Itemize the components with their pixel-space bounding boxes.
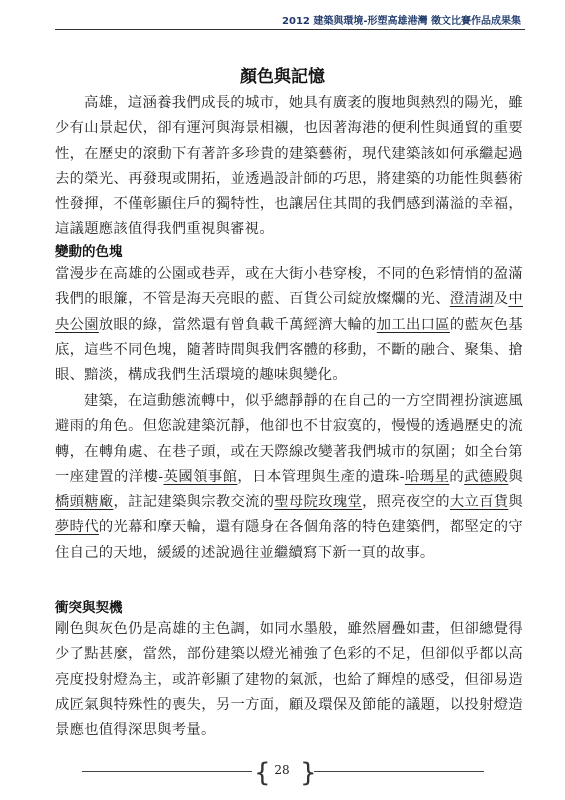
place-name: 武德殿 (464, 468, 509, 485)
text-run: ，註記建築與宗教交流的 (113, 494, 275, 511)
footer-rule-left (82, 771, 252, 772)
place-name: 澄清湖 (449, 291, 494, 308)
text-run: 當漫步在高雄的公園或巷弄，或在大街小巷穿梭，不同的色彩情悄的盈滿我們的眼簾，不管是海天亮眼的藍、百貨公司綻放燦爛的光、 (55, 266, 523, 308)
place-name: 大立百貨 (449, 494, 509, 511)
paragraph-color-blocks (55, 262, 523, 388)
place-name: 加工出口區 (376, 316, 450, 333)
header-rule (55, 29, 525, 30)
text-run: 的光幕和摩天輪，還有隱身在各個角落的特色建築們，都堅定的守住自己的天地，緩緩的述說過往並繼續寫下新一頁的故事。 (55, 519, 524, 561)
place-name: 橋頭糖廠 (55, 494, 114, 511)
text-run: ，日本管理與生產的遺珠- (237, 468, 405, 485)
place-name: 英國領事館 (163, 468, 238, 485)
text-run: 與 (508, 494, 523, 511)
text-run: 的藍灰色基底，這些不同色塊，隨著時間與我們客體的移動，不斷的融合、聚集、搶眼、黯淡，構成我們生活環境的趣味與變化。 (55, 316, 524, 384)
text-run: 建築，在這動態流轉中，似乎總靜靜的在自己的一方空間裡扮演遮風避雨的角色。但您說建築沉靜，他卻也不甘寂寞的，慢慢的透過歷史的流轉，在轉角處、在巷子頭，或在天際線改變著我們城市的氛圍；如全台第一座建置的洋樓- (55, 393, 523, 485)
text-run: 的 (449, 468, 465, 485)
text-run: 與 (508, 468, 524, 485)
running-header: 2012 建築與環境-形塑高雄港灣 徵文比賽作品成果集 (282, 16, 521, 27)
footer-rule-right (314, 771, 484, 772)
text-run: 放眼的綠，當然還有曾負載千萬經濟大輪的 (98, 316, 377, 333)
section-heading-changing-colors: 變動的色塊 (55, 244, 123, 260)
right-brace-icon: } (300, 758, 317, 788)
section-heading-conflict-opportunity: 衝突與契機 (55, 600, 123, 616)
left-brace-icon: { (254, 758, 271, 788)
place-name: 中央公園 (55, 291, 523, 333)
place-name: 哈瑪星 (404, 468, 450, 485)
place-name: 聖母院玫瑰堂 (274, 494, 363, 511)
paragraph-architecture (55, 389, 523, 566)
page-number: 28 (274, 763, 290, 777)
page-title: 顏色與記憶 (240, 67, 325, 87)
text-run: 及 (493, 291, 509, 308)
place-name: 夢時代 (55, 519, 99, 536)
text-run: ，照亮夜空的 (362, 494, 450, 511)
intro-paragraph: 高雄，這涵養我們成長的城市，她具有廣袤的腹地與熱烈的陽光，雖少有山景起伏，卻有運河與海景相襯，也因著海港的便利性與通貿的重要性，在歷史的滾動下有著許多珍貴的建築藝術，現代建築該如何承繼起過去的榮光、再發現或開拓，並透過設計師的巧思，將建築的功能性與藝術性發揮，不僅彰顯住戶的獨特性，也讓居住其間的我們感到滿溢的幸福，這議題應該值得我們重視與審視。 (55, 95, 523, 238)
paragraph-conflict: 剛色與灰色仍是高雄的主色調，如同水墨般，雖然層疊如畫，但卻總覺得少了點甚麼，當然，部份建築以燈光補強了色彩的不足，但卻似乎都以高亮度投射燈為主，或許彰顯了建物的氣派，也給了輝煌的感受，但卻易造成匠氣與特殊性的喪失，另一方面，顧及環保及節能的議題，以投射燈造景應也值得深思與考量。 (55, 621, 523, 739)
